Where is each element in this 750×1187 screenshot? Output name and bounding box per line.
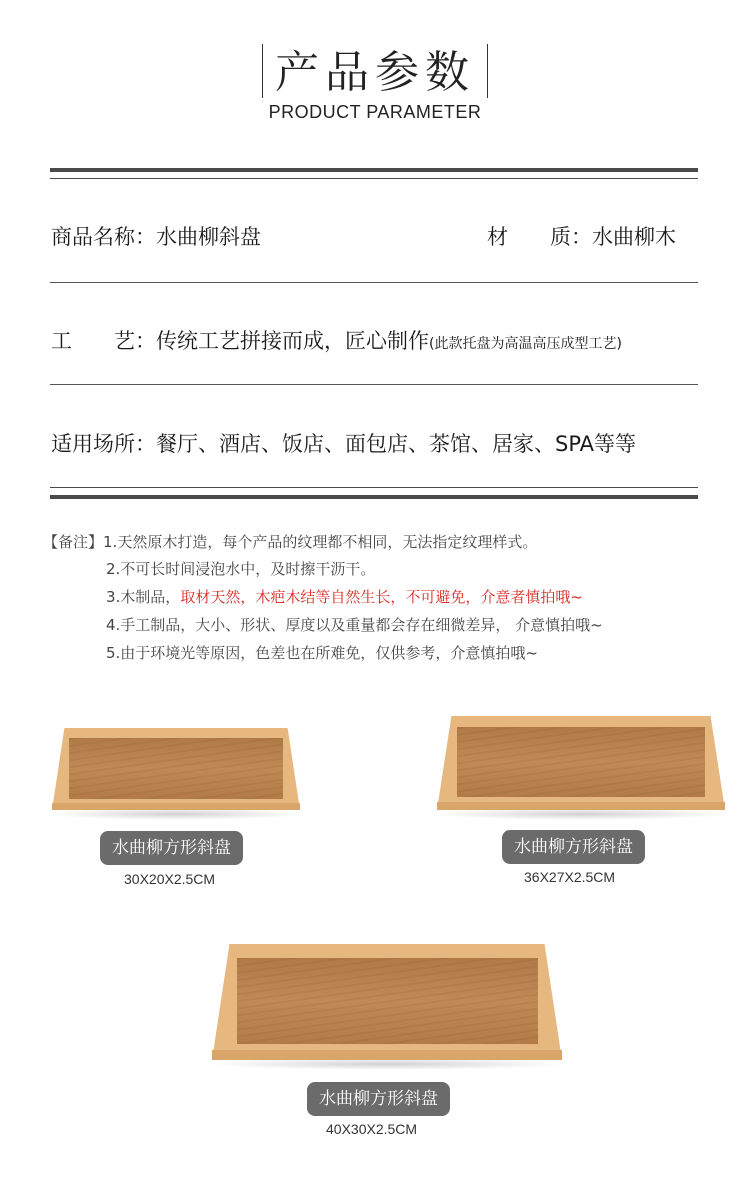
note-item-1: 【备注】1.天然原木打造，每个产品的纹理都不相同，无法指定纹理样式。: [43, 533, 538, 551]
note-item-5: 5.由于环境光等原因，色差也在所难免，仅供参考，介意慎拍哦~: [106, 644, 538, 662]
param-craft-note: (此款托盘为高温高压成型工艺): [429, 336, 622, 352]
note-item-2: 2.不可长时间浸泡水中，及时擦干沥干。: [106, 560, 376, 578]
param-craft-value: 传统工艺拼接而成，匠心制作: [156, 329, 429, 353]
param-name-value: 水曲柳斜盘: [156, 225, 261, 249]
param-name-label: 商品名称：: [51, 225, 156, 249]
param-usage-label: 适用场所：: [51, 432, 156, 456]
param-material-value: 水曲柳木: [592, 225, 676, 249]
param-usage-value: 餐厅、酒店、饭店、面包店、茶馆、居家、SPA等等: [156, 432, 637, 456]
separator-1: [50, 282, 698, 283]
page-title: 产品参数: [275, 47, 475, 98]
top-rule-thick: [50, 168, 698, 172]
product-size-3: 40X30X2.5CM: [326, 1121, 418, 1137]
product-name-badge-3: 水曲柳方形斜盘: [307, 1082, 450, 1116]
separator-2: [50, 384, 698, 385]
bottom-rule-thick: [50, 495, 698, 499]
param-craft-label: 工 艺：: [51, 329, 156, 353]
bottom-rule-thin: [50, 487, 698, 488]
product-size-2: 36X27X2.5CM: [524, 869, 616, 885]
product-name-badge-1: 水曲柳方形斜盘: [100, 831, 243, 865]
product-tray-image-2: [437, 716, 725, 810]
param-craft-row: [51, 325, 622, 355]
note-item-3-warning: 取材天然，木疤木结等自然生长，不可避免，介意者慎拍哦~: [180, 588, 583, 606]
note-label: 【备注】: [43, 533, 104, 551]
param-name-row: [51, 221, 261, 251]
note-item-3: 3.木制品，取材天然，木疤木结等自然生长，不可避免，介意者慎拍哦~: [106, 588, 583, 606]
product-name-badge-2: 水曲柳方形斜盘: [502, 830, 645, 864]
product-tray-image-1: [52, 728, 300, 810]
param-usage-row: [51, 428, 636, 458]
product-size-1: 30X20X2.5CM: [124, 871, 216, 887]
page-subtitle: PRODUCT PARAMETER: [268, 102, 482, 122]
product-tray-image-3: [212, 944, 562, 1060]
note-item-4: 4.手工制品，大小、形状、厚度以及重量都会存在细微差异， 介意慎拍哦~: [106, 616, 603, 634]
param-material-label: 材 质：: [487, 225, 592, 249]
param-material-row: [487, 221, 676, 251]
top-rule-thin: [50, 178, 698, 179]
